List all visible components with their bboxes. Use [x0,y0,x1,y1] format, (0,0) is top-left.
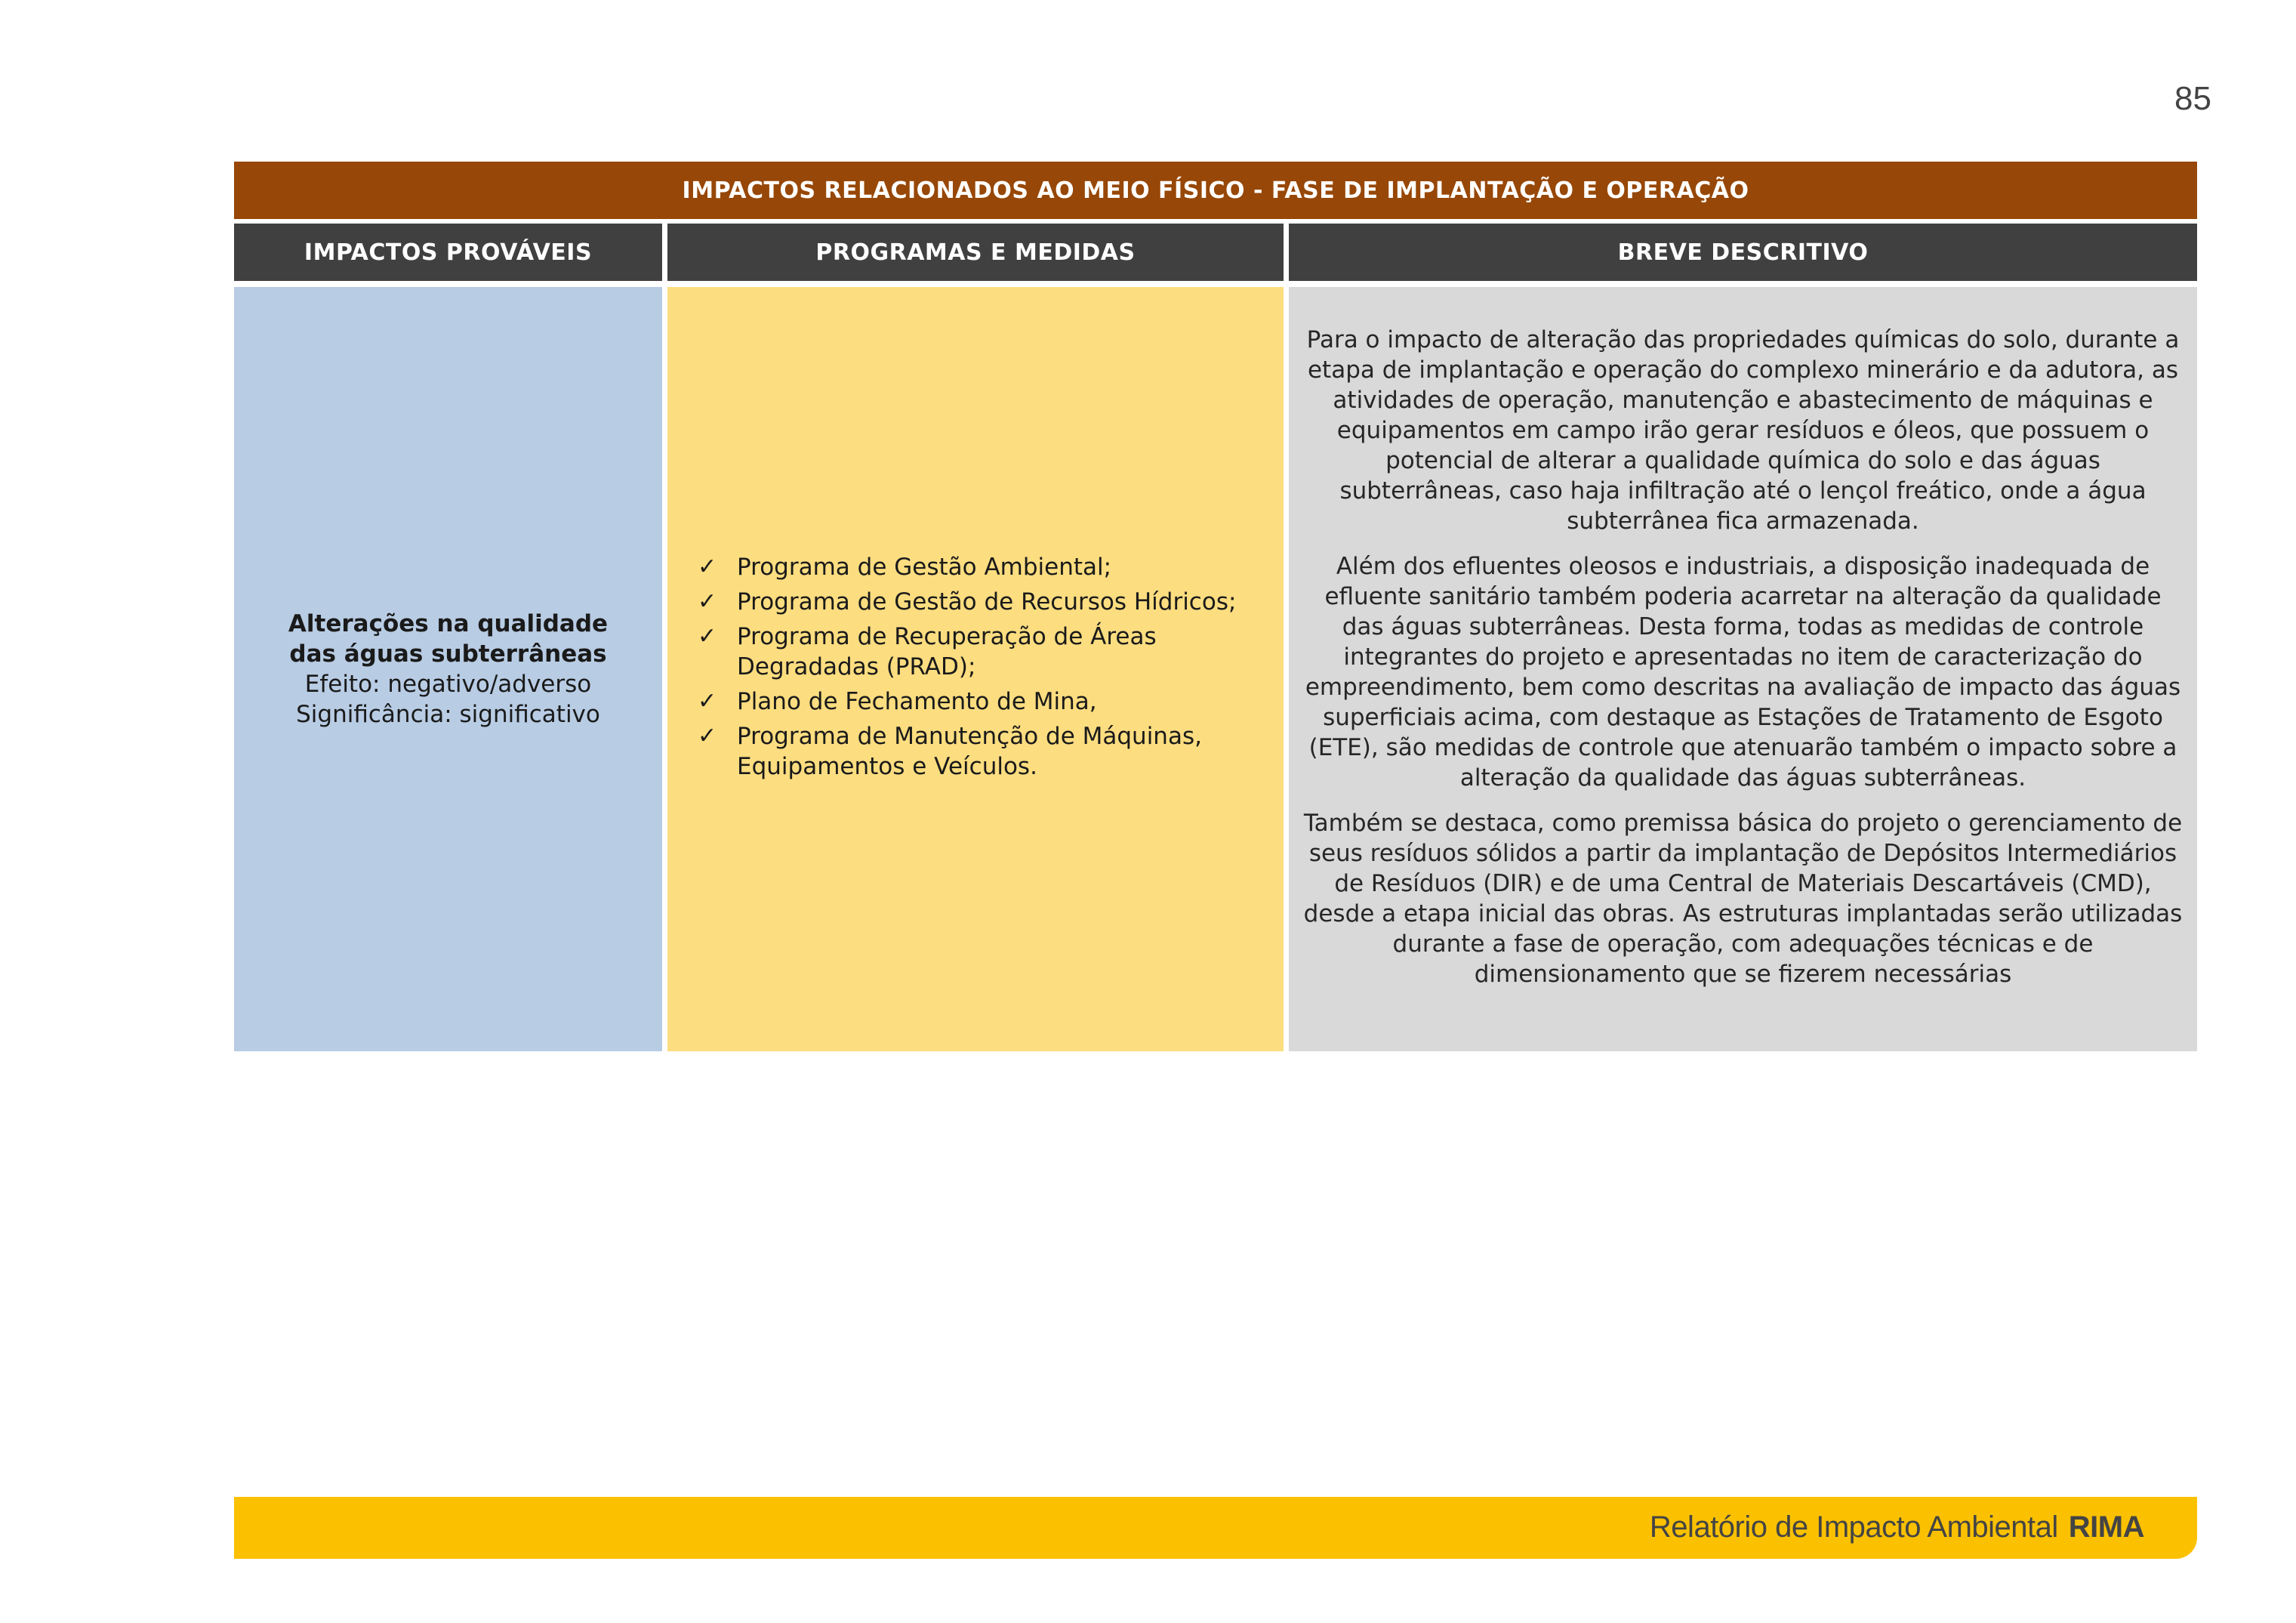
list-item [698,721,1261,782]
description-cell [1289,287,2197,1051]
list-item [698,622,1261,682]
program-label: Programa de Manutenção de Máquinas, Equipamentos e Veículos. [737,723,1202,780]
checkmark-icon: ✓ [698,723,717,749]
impact-effect: Efeito: negativo/adverso [304,671,592,698]
description-paragraph: Além dos efluentes oleosos e industriais, a disposição inadequada de efluente sanitário também poderia acarretar na alteração da qualidade das águas subterrâneas. Desta forma, todas as medidas de controle integrantes do projeto e apresentadas no item de caracterização do empreendimento, bem como descritas na avaliação de impacto das águas superficiais acima, com destaque as Estações de Tratamento de Esgoto (ETE), são medidas de controle que atenuarão também o impacto sobre a alteração da qualidade das águas subterrâneas. [1305,553,2181,791]
checkmark-icon: ✓ [698,688,717,714]
table-title: IMPACTOS RELACIONADOS AO MEIO FÍSICO - FASE DE IMPLANTAÇÃO E OPERAÇÃO [234,162,2197,219]
checkmark-icon: ✓ [698,588,717,615]
description-paragraph: Para o impacto de alteração das propriedades químicas do solo, durante a etapa de implantação e operação do complexo minerário e da adutora, as atividades de operação, manutenção e abastecimento de máquinas e equipamentos em campo irão gerar resíduos e óleos, que possuem o potencial de alterar a qualidade química do solo e das águas subterrâneas, caso haja infiltração até o lençol freático, onde a água subterrânea fica armazenada. [1306,326,2180,535]
program-label: Plano de Fechamento de Mina, [737,688,1097,715]
table-header-row [234,224,2197,281]
table-row [234,287,2197,1051]
header-description: BREVE DESCRITIVO [1289,224,2197,281]
description-paragraph: Também se destaca, como premissa básica do projeto o gerenciamento de seus resíduos sólidos a partir da implantação de Depósitos Intermediários de Resíduos (DIR) e de uma Central de Materiais Descartáveis (CMD), desde a etapa inicial das obras. As estruturas implantadas serão utilizadas durante a fase de operação, com adequações técnicas e de dimensionamento que se fizerem necessárias [1303,810,2183,988]
footer-brand: RIMA [2068,1510,2144,1544]
header-impacts: IMPACTOS PROVÁVEIS [234,224,662,281]
footer-title [1650,1510,2144,1544]
impact-title: Alterações na qualidade das águas subterrâneas [288,610,609,668]
footer-bar [234,1497,2197,1559]
programs-cell [667,287,1284,1051]
checkmark-icon: ✓ [698,554,717,580]
program-label: Programa de Gestão Ambiental; [737,554,1112,581]
programs-list [667,552,1284,786]
list-item [698,687,1261,717]
program-label: Programa de Gestão de Recursos Hídricos; [737,588,1237,616]
footer-text: Relatório de Impacto Ambiental [1649,1510,2058,1544]
checkmark-icon: ✓ [698,623,717,650]
impact-table [234,162,2197,1051]
impact-significance: Significância: significativo [296,701,600,728]
header-programs: PROGRAMAS E MEDIDAS [667,224,1284,281]
page-number: 85 [2174,80,2211,117]
program-label: Programa de Recuperação de Áreas Degradadas (PRAD); [737,623,1157,680]
list-item [698,552,1261,582]
impact-cell [234,287,662,1051]
list-item [698,587,1261,617]
